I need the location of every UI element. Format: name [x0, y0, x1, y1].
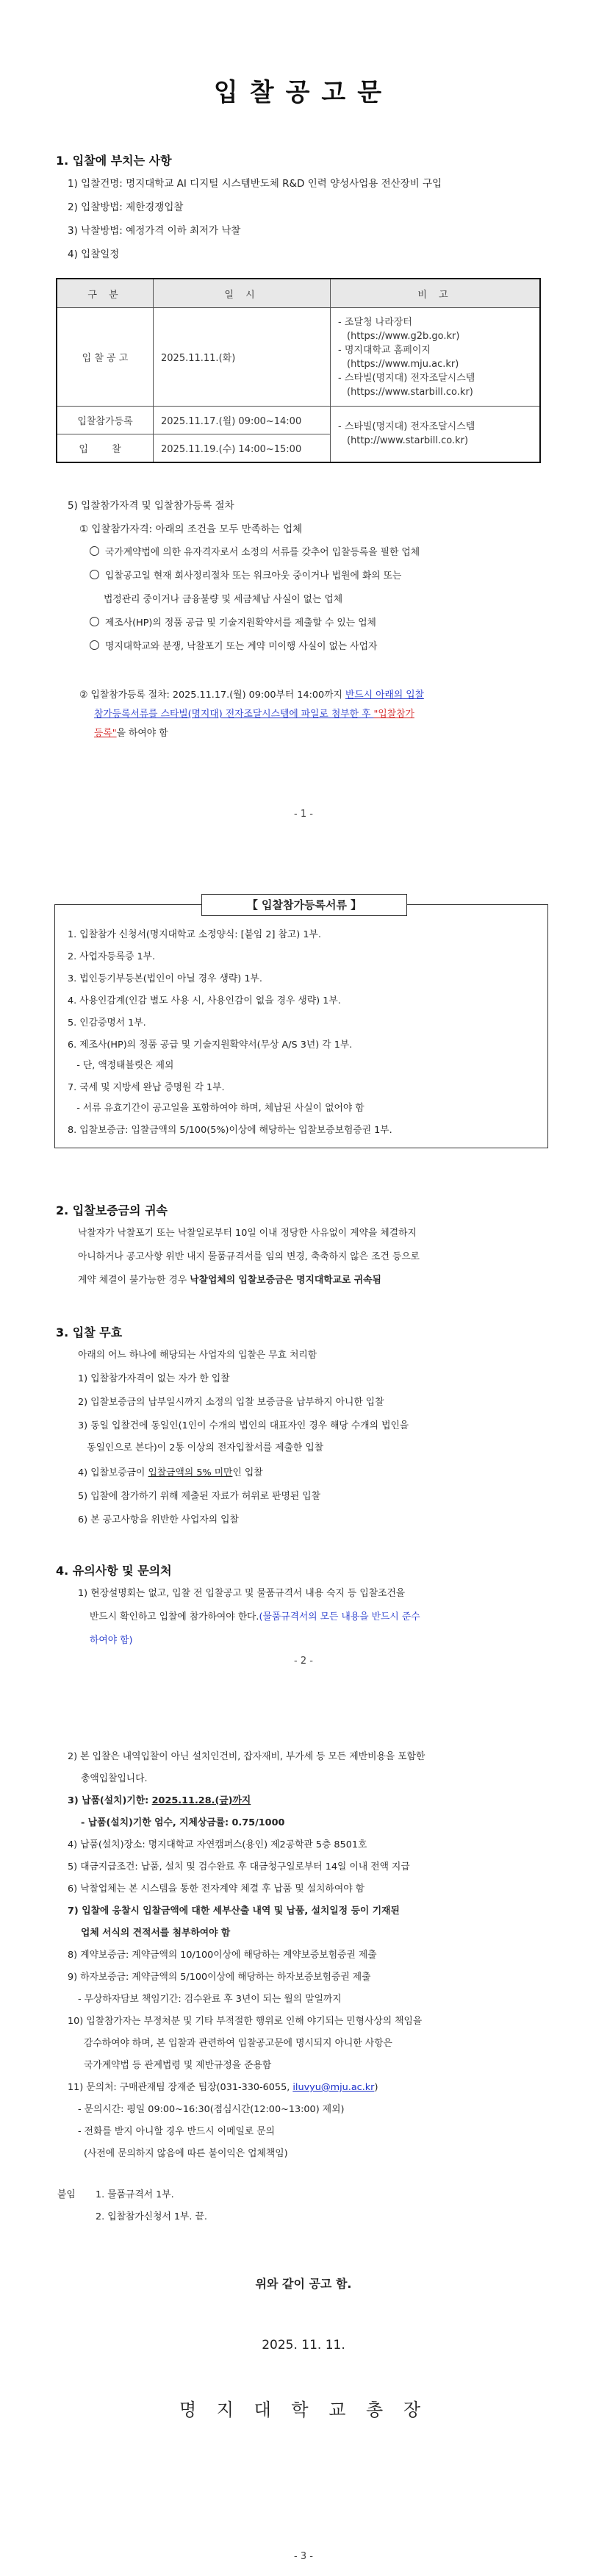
section-4-item: 1) 현장설명회는 없고, 입찰 전 입찰공고 및 물품규격서 내용 숙지 등 입찰조건을 [78, 1588, 406, 1599]
p3-item: - 납품(설치)기한 엄수, 지체상금률: 0.75/1000 [81, 1817, 285, 1828]
attachment-item: 2. 입찰참가신청서 1부. 끝. [96, 2211, 207, 2222]
qualification-item: 명지대학교와 분쟁, 낙찰포기 또는 계약 미이행 사실이 없는 사업자 [90, 640, 377, 654]
section-4-heading: 4. 유의사항 및 문의처 [56, 1564, 172, 1578]
section-4-item: 하여야 함) [90, 1635, 133, 1646]
section-3-item: 1) 입찰참가자격이 없는 자가 한 입찰 [78, 1373, 230, 1384]
p3-item: 9) 하자보증금: 계약금액의 5/100이상에 해당하는 하자보증보험증권 제출 [68, 1972, 371, 1983]
p3-item: 국가계약법 등 관계법령 및 제반규정을 준용함 [84, 2060, 272, 2071]
contact-email-link[interactable]: iluvyu@mju.ac.kr [292, 2082, 375, 2093]
announcement-date: 2025. 11. 11. [262, 2338, 345, 2353]
page-number: - 1 - [294, 809, 313, 820]
p3-item: 감수하여야 하며, 본 입찰과 관련하여 입찰공고문에 명시되지 아니한 사항은 [84, 2038, 392, 2049]
p3-item: 총액입찰입니다. [81, 1773, 148, 1784]
circle-bullet-icon [90, 617, 99, 626]
contact-line: (사전에 문의하지 않음에 따른 불이익은 업체책임) [84, 2148, 288, 2159]
note-line: (http://www.starbill.co.kr) [347, 435, 469, 447]
page-number: - 2 - [294, 1656, 313, 1667]
registration-line-2: 참가등록서류를 스타빌(명지대) 전자조달시스템에 파일로 첨부한 후 "입찰참가 [94, 709, 414, 720]
table-header-row [57, 279, 540, 308]
table-cell: 2025.11.17.(월) 09:00~14:00 [154, 407, 331, 434]
section-1-heading: 1. 입찰에 부치는 사항 [56, 154, 172, 168]
box-item: 8. 입찰보증금: 입찰금액의 5/100(5%)이상에 해당하는 입찰보증보험증권 1부. [68, 1125, 392, 1136]
table-cell: 입찰참가등록 [57, 407, 154, 434]
box-item: 7. 국세 및 지방세 완납 증명원 각 1부. [68, 1082, 225, 1093]
contact-line: - 문의시간: 평일 09:00~16:30(점심시간(12:00~13:00) 제외) [78, 2104, 345, 2115]
p3-item: 5) 대금지급조건: 납품, 설치 및 검수완료 후 대금청구일로부터 14일 이내 전액 지급 [68, 1861, 410, 1872]
table-cell: 2025.11.19.(수) 14:00~15:00 [154, 434, 331, 462]
p3-item: 2) 본 입찰은 내역입찰이 아닌 설치인건비, 잡자재비, 부가세 등 모든 제반비용을 포함한 [68, 1751, 425, 1762]
table-row [57, 308, 540, 407]
box-item: - 서류 유효기간이 공고일을 포함하여야 하며, 체납된 사실이 없어야 함 [68, 1103, 364, 1114]
table-header: 비 고 [331, 279, 541, 308]
note-line: (https://www.g2b.go.kr) [347, 330, 460, 342]
p3-item: 3) 납품(설치)기한: 2025.11.28.(금)까지 [68, 1795, 251, 1806]
table-cell-note [331, 407, 541, 462]
p3-item: 10) 입찰참가자는 부정처분 및 기타 부적절한 행위로 인해 야기되는 민형사상의 책임을 [68, 2016, 423, 2027]
section-3-item: 4) 입찰보증금이 입찰금액의 5% 미만인 입찰 [78, 1467, 263, 1478]
box-item: 5. 인감증명서 1부. [68, 1017, 146, 1028]
qualification-item: 제조사(HP)의 정품 공급 및 기술지원확약서를 제출할 수 있는 업체 [90, 616, 376, 631]
registration-line-3: 등록"을 하여야 함 [94, 728, 168, 739]
page-1 [0, 0, 607, 838]
section-3-item: 2) 입찰보증금의 납부일시까지 소정의 입찰 보증금을 납부하지 아니한 입찰 [78, 1397, 384, 1408]
contact-line: 11) 문의처: 구매관재팀 장재준 팀장(031-330-6055, iluvyu@mju.ac.kr) [68, 2082, 378, 2093]
document-title: 입찰공고문 [213, 78, 394, 107]
p3-item: 8) 계약보증금: 계약금액의 10/100이상에 해당하는 계약보증보험증권 제출 [68, 1950, 377, 1961]
note-line: - 스타빌(명지대) 전자조달시스템 [338, 421, 475, 433]
attachment-item: 1. 물품규격서 1부. [96, 2189, 174, 2200]
note-line: - 명지대학교 홈페이지 [338, 344, 431, 356]
section-3-item: 동일인으로 본다)이 2통 이상의 전자입찰서를 제출한 입찰 [78, 1442, 324, 1453]
section-3-intro: 아래의 어느 하나에 해당되는 사업자의 입찰은 무효 처리함 [78, 1350, 317, 1361]
section-4-item: 반드시 확인하고 입찰에 참가하여야 한다.(물품규격서의 모든 내용을 반드시 준수 [90, 1611, 420, 1622]
table-cell: 입 찰 [57, 434, 154, 462]
table-cell-note [331, 308, 541, 407]
item-3: 3) 낙찰방법: 예정가격 이하 최저가 낙찰 [68, 225, 241, 237]
qualification-item: 입찰공고일 현재 회사정리절차 또는 워크아웃 중이거나 법원에 화의 또는 [90, 569, 401, 584]
registration-documents-title: 【 입찰참가등록서류 】 [201, 894, 407, 916]
schedule-table [56, 278, 541, 463]
item-2: 2) 입찰방법: 제한경쟁입찰 [68, 201, 184, 213]
note-line: (https://www.starbill.co.kr) [347, 386, 473, 398]
section-3-heading: 3. 입찰 무효 [56, 1325, 123, 1339]
box-item: 4. 사용인감계(인감 별도 사용 시, 사용인감이 없을 경우 생략) 1부. [68, 995, 341, 1006]
circle-bullet-icon [90, 640, 99, 650]
item-5: 5) 입찰참가자격 및 입찰참가등록 절차 [68, 500, 234, 512]
box-item: 2. 사업자등록증 1부. [68, 951, 156, 962]
qualification-heading: ① 입찰참가자격: 아래의 조건을 모두 만족하는 업체 [79, 523, 303, 535]
qualification-item: 국가계약법에 의한 유자격자로서 소정의 서류를 갖추어 입찰등록을 필한 업체 [90, 545, 420, 560]
table-cell: 2025.11.11.(화) [154, 308, 331, 407]
section-2-line: 계약 체결이 불가능한 경우 낙찰업체의 입찰보증금은 명지대학교로 귀속됨 [78, 1275, 381, 1286]
note-line: - 스타빌(명지대) 전자조달시스템 [338, 372, 475, 384]
item-4: 4) 입찰일정 [68, 248, 120, 260]
note-line: (https://www.mju.ac.kr) [347, 358, 459, 370]
p3-item: - 무상하자담보 책임기간: 검수완료 후 3년이 되는 월의 말일까지 [78, 1994, 342, 2005]
qualification-item-cont: 법정관리 중이거나 금융불량 및 세금체납 사실이 없는 업체 [104, 594, 343, 605]
section-2-line: 아니하거나 공고사항 위반 내지 물품규격서를 임의 변경, 축축하지 않은 조건 등으로 [78, 1251, 420, 1262]
p3-item: 7) 입찰에 응찰시 입찰금액에 대한 세부산출 내역 및 납품, 설치일정 등이 기재된 [68, 1906, 400, 1917]
contact-line: - 전화를 받지 아니할 경우 반드시 이메일로 문의 [78, 2126, 275, 2137]
section-3-item: 6) 본 공고사항을 위반한 사업자의 입찰 [78, 1514, 239, 1525]
issuer-signature: 명 지 대 학 교 총 장 [179, 2400, 428, 2420]
registration-line-1: ② 입찰참가등록 절차: 2025.11.17.(월) 09:00부터 14:00까지 반드시 아래의 입찰 [79, 690, 425, 701]
table-cell: 입 찰 공 고 [57, 308, 154, 407]
circle-bullet-icon [90, 570, 99, 579]
section-2-line: 낙찰자가 낙찰포기 또는 낙찰일로부터 10일 이내 정당한 사유없이 계약을 체결하지 [78, 1228, 417, 1239]
item-1: 1) 입찰건명: 명지대학교 AI 디지털 시스템반도체 R&D 인력 양성사업용 전산장비 구입 [68, 178, 442, 190]
note-line: - 조달청 나라장터 [338, 316, 412, 328]
closing-statement: 위와 같이 공고 함. [255, 2277, 352, 2291]
circle-bullet-icon [90, 546, 99, 556]
box-item: 6. 제조사(HP)의 정품 공급 및 기술지원확약서(무상 A/S 3년) 각 1부. [68, 1040, 353, 1051]
box-item: 3. 법인등기부등본(법인이 아닐 경우 생략) 1부. [68, 973, 262, 984]
page-number: - 3 - [294, 2551, 313, 2562]
attachment-label: 붙임 [57, 2189, 76, 2200]
p3-item: 4) 납품(설치)장소: 명지대학교 자연캠퍼스(용인) 제2공학관 5층 8501호 [68, 1839, 367, 1850]
table-row [57, 407, 540, 434]
section-2-heading: 2. 입찰보증금의 귀속 [56, 1203, 168, 1217]
section-3-item: 3) 동일 입찰건에 동일인(1인이 수개의 법인의 대표자인 경우 해당 수개의 법인을 [78, 1420, 409, 1431]
table-header: 일 시 [154, 279, 331, 308]
box-item: - 단, 액정태블릿은 제외 [68, 1060, 174, 1071]
p3-item: 업체 서식의 견적서를 첨부하여야 함 [81, 1928, 231, 1939]
table-header: 구 분 [57, 279, 154, 308]
p3-item: 6) 낙찰업체는 본 시스템을 통한 전자계약 체결 후 납품 및 설치하여야 함 [68, 1883, 365, 1895]
box-item: 1. 입찰참가 신청서(명지대학교 소정양식: [붙임 2] 참고) 1부. [68, 929, 321, 940]
section-3-item: 5) 입찰에 참가하기 위해 제출된 자료가 허위로 판명된 입찰 [78, 1491, 320, 1502]
